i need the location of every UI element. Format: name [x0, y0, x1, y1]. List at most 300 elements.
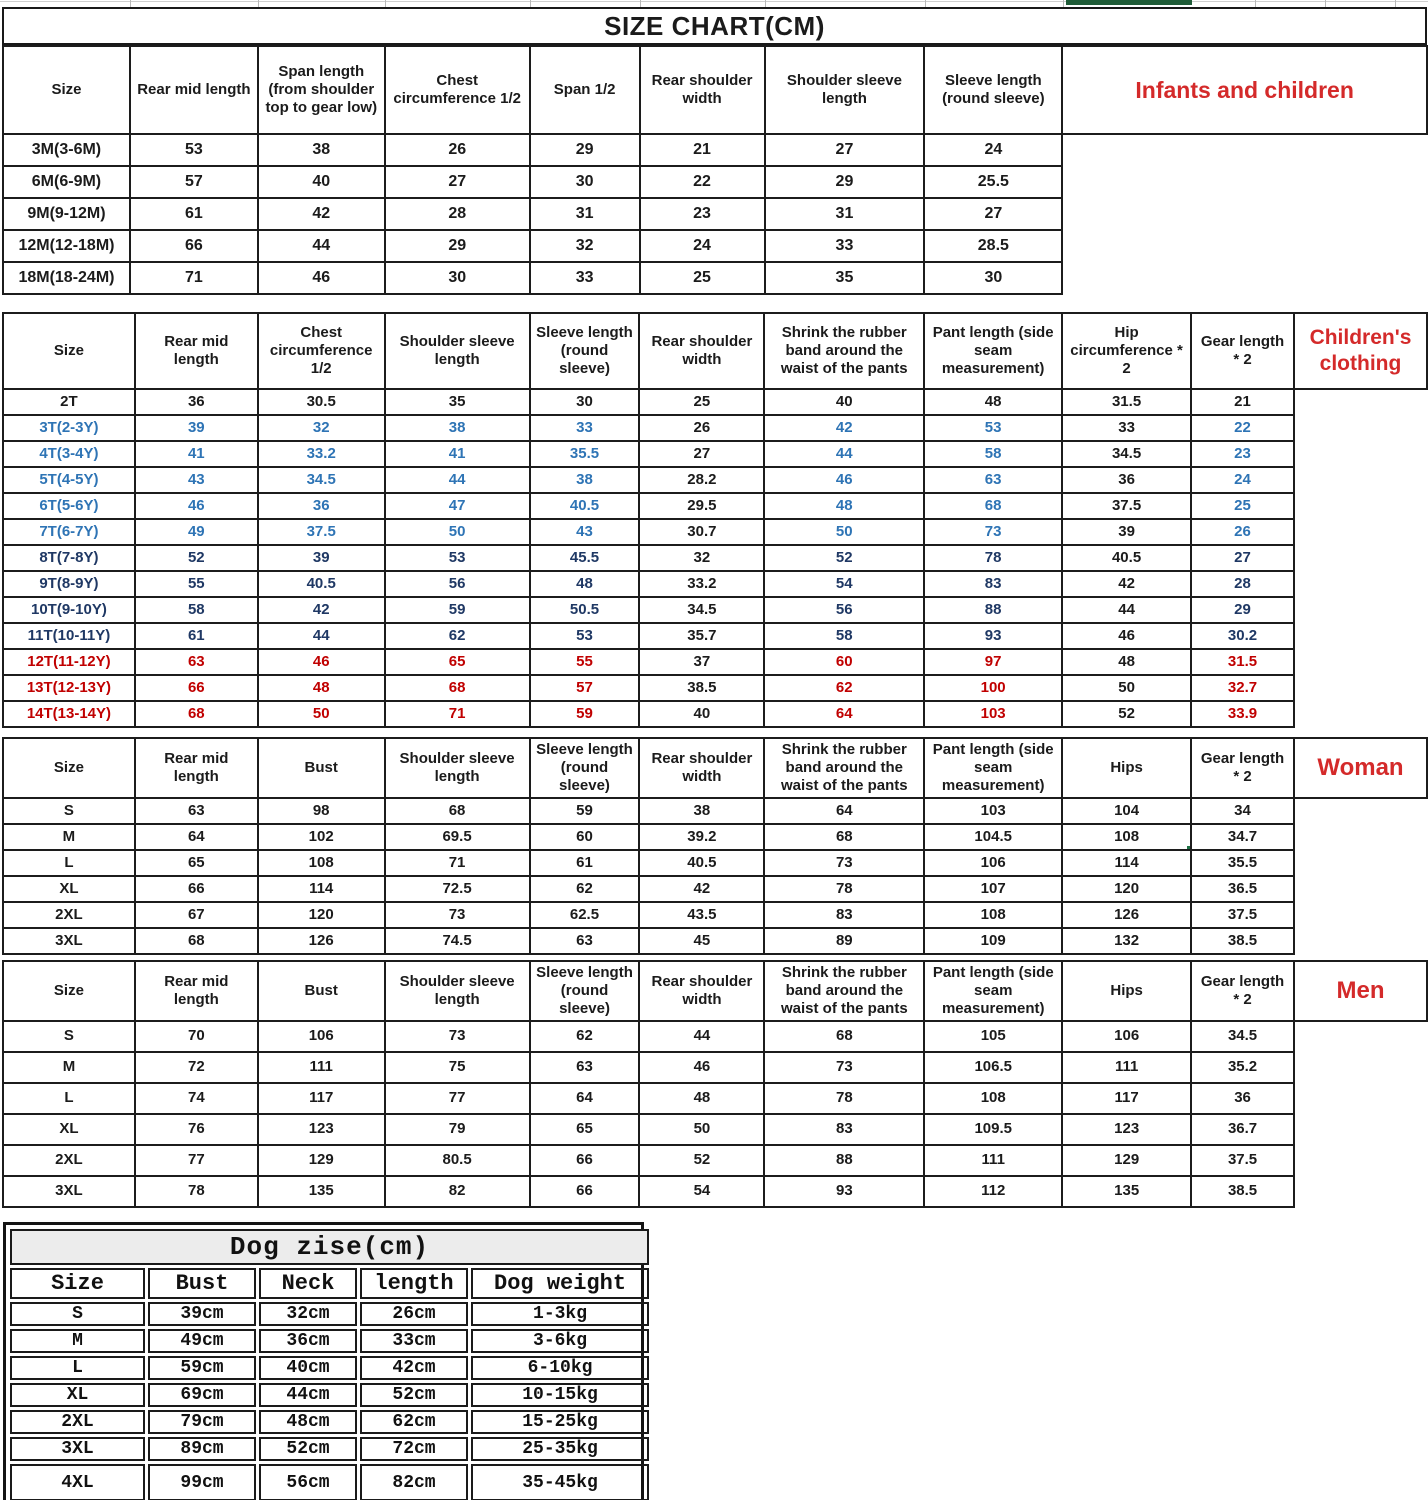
children-cell-5-2: 37.5	[258, 519, 385, 545]
men-cell-5-1: 78	[135, 1176, 258, 1207]
men-header-5: Rear shoulder width	[639, 961, 764, 1021]
infants-cell-3-5: 24	[640, 230, 765, 262]
woman-cell-4-7: 108	[924, 902, 1062, 928]
children-cell-3-7: 63	[924, 467, 1062, 493]
children-row-9	[3, 623, 1427, 649]
infants-cell-4-2: 46	[258, 262, 385, 294]
men-cell-5-7: 112	[924, 1176, 1062, 1207]
children-cell-10-6: 60	[764, 649, 924, 675]
woman-cell-0-8: 104	[1062, 798, 1191, 824]
children-cell-12-2: 50	[258, 701, 385, 727]
woman-cell-5-4: 63	[530, 928, 640, 954]
dog-cell-0-1: 39cm	[148, 1302, 256, 1326]
grid-artifact-tick	[258, 0, 259, 7]
infants-row-3	[3, 230, 1427, 262]
woman-cell-5-8: 132	[1062, 928, 1191, 954]
men-cell-1-0: M	[3, 1052, 135, 1083]
children-cell-8-3: 59	[385, 597, 530, 623]
woman-cell-1-3: 69.5	[385, 824, 530, 850]
grid-artifact-tick	[925, 0, 926, 7]
children-cell-12-4: 59	[530, 701, 640, 727]
children-cell-10-8: 48	[1062, 649, 1191, 675]
men-cell-3-1: 76	[135, 1114, 258, 1145]
infants-header-0: Size	[3, 46, 130, 134]
woman-cell-2-4: 61	[530, 850, 640, 876]
infants-cell-1-4: 30	[530, 166, 640, 198]
children-size-table	[2, 312, 1428, 728]
men-cell-1-9: 35.2	[1191, 1052, 1294, 1083]
woman-cell-5-9: 38.5	[1191, 928, 1294, 954]
children-cell-4-7: 68	[924, 493, 1062, 519]
men-cell-0-3: 73	[385, 1021, 530, 1052]
children-row-0	[3, 389, 1427, 415]
woman-header-8: Hips	[1062, 738, 1191, 798]
woman-cell-4-1: 67	[135, 902, 258, 928]
children-cell-7-2: 40.5	[258, 571, 385, 597]
infants-cell-3-1: 66	[130, 230, 258, 262]
dog-row-2	[10, 1356, 649, 1380]
children-section-label: Children's clothing	[1294, 313, 1427, 389]
children-cell-1-7: 53	[924, 415, 1062, 441]
children-row-12	[3, 701, 1427, 727]
grid-artifact-tick	[1395, 0, 1396, 7]
children-cell-10-2: 46	[258, 649, 385, 675]
children-cell-6-7: 78	[924, 545, 1062, 571]
infants-cell-0-1: 53	[130, 134, 258, 166]
children-cell-1-3: 38	[385, 415, 530, 441]
infants-cell-1-3: 27	[385, 166, 530, 198]
infants-cell-1-2: 40	[258, 166, 385, 198]
children-cell-8-4: 50.5	[530, 597, 640, 623]
dog-cell-6-3: 82cm	[360, 1464, 468, 1500]
children-cell-6-9: 27	[1191, 545, 1294, 571]
men-row-4	[3, 1145, 1427, 1176]
men-cell-2-3: 77	[385, 1083, 530, 1114]
men-cell-2-9: 36	[1191, 1083, 1294, 1114]
children-header-3: Shoulder sleeve length	[385, 313, 530, 389]
woman-header-2: Bust	[258, 738, 385, 798]
infants-cell-2-2: 42	[258, 198, 385, 230]
children-row-4	[3, 493, 1427, 519]
grid-artifact-tick	[1325, 0, 1326, 7]
men-cell-1-5: 46	[639, 1052, 764, 1083]
children-header-row	[3, 313, 1427, 389]
children-cell-10-1: 63	[135, 649, 258, 675]
infants-cell-0-7: 24	[924, 134, 1062, 166]
men-cell-2-7: 108	[924, 1083, 1062, 1114]
men-cell-2-6: 78	[764, 1083, 924, 1114]
children-cell-11-1: 66	[135, 675, 258, 701]
men-header-row	[3, 961, 1427, 1021]
woman-cell-3-8: 120	[1062, 876, 1191, 902]
children-row-1	[3, 415, 1427, 441]
children-cell-6-0: 8T(7-8Y)	[3, 545, 135, 571]
woman-cell-1-2: 102	[258, 824, 385, 850]
children-cell-0-2: 30.5	[258, 389, 385, 415]
woman-header-7: Pant length (side seam measurement)	[924, 738, 1062, 798]
children-cell-2-5: 27	[639, 441, 764, 467]
woman-header-1: Rear mid length	[135, 738, 258, 798]
men-cell-0-6: 68	[764, 1021, 924, 1052]
infants-cell-0-2: 38	[258, 134, 385, 166]
children-cell-8-1: 58	[135, 597, 258, 623]
infants-cell-3-7: 28.5	[924, 230, 1062, 262]
children-cell-2-4: 35.5	[530, 441, 640, 467]
children-cell-3-6: 46	[764, 467, 924, 493]
children-cell-5-6: 50	[764, 519, 924, 545]
woman-cell-2-5: 40.5	[639, 850, 764, 876]
woman-cell-1-6: 68	[764, 824, 924, 850]
infants-cell-0-6: 27	[765, 134, 925, 166]
woman-cell-2-3: 71	[385, 850, 530, 876]
children-header-2: Chest circumference 1/2	[258, 313, 385, 389]
woman-cell-3-6: 78	[764, 876, 924, 902]
men-cell-0-8: 106	[1062, 1021, 1191, 1052]
dog-header-1: Bust	[148, 1268, 256, 1299]
woman-cell-0-0: S	[3, 798, 135, 824]
table-gap	[0, 295, 1428, 312]
infants-cell-1-5: 22	[640, 166, 765, 198]
men-header-8: Hips	[1062, 961, 1191, 1021]
children-cell-8-5: 34.5	[639, 597, 764, 623]
children-cell-12-0: 14T(13-14Y)	[3, 701, 135, 727]
children-cell-3-3: 44	[385, 467, 530, 493]
children-cell-9-2: 44	[258, 623, 385, 649]
woman-cell-3-0: XL	[3, 876, 135, 902]
children-cell-9-7: 93	[924, 623, 1062, 649]
children-cell-4-9: 25	[1191, 493, 1294, 519]
children-cell-8-9: 29	[1191, 597, 1294, 623]
children-row-7	[3, 571, 1427, 597]
woman-header-9: Gear length * 2	[1191, 738, 1294, 798]
woman-row-0	[3, 798, 1427, 824]
men-cell-5-8: 135	[1062, 1176, 1191, 1207]
woman-cell-5-2: 126	[258, 928, 385, 954]
children-header-0: Size	[3, 313, 135, 389]
grid-artifact-tick	[130, 0, 131, 7]
children-cell-11-4: 57	[530, 675, 640, 701]
children-header-7: Pant length (side seam measurement)	[924, 313, 1062, 389]
men-cell-1-8: 111	[1062, 1052, 1191, 1083]
men-cell-1-6: 73	[764, 1052, 924, 1083]
dog-cell-1-3: 33cm	[360, 1329, 468, 1353]
infants-header-4: Span 1/2	[530, 46, 640, 134]
woman-cell-3-2: 114	[258, 876, 385, 902]
men-cell-3-6: 83	[764, 1114, 924, 1145]
children-cell-11-5: 38.5	[639, 675, 764, 701]
children-cell-9-8: 46	[1062, 623, 1191, 649]
dog-cell-5-2: 52cm	[259, 1437, 357, 1461]
children-row-5	[3, 519, 1427, 545]
woman-cell-0-2: 98	[258, 798, 385, 824]
men-cell-5-9: 38.5	[1191, 1176, 1294, 1207]
dog-header-2: Neck	[259, 1268, 357, 1299]
children-cell-6-3: 53	[385, 545, 530, 571]
infants-header-3: Chest circumference 1/2	[385, 46, 530, 134]
dog-row-3	[10, 1383, 649, 1407]
men-cell-2-8: 117	[1062, 1083, 1191, 1114]
children-cell-4-3: 47	[385, 493, 530, 519]
men-cell-5-2: 135	[258, 1176, 385, 1207]
children-row-10	[3, 649, 1427, 675]
men-cell-4-5: 52	[639, 1145, 764, 1176]
grid-artifact-tick	[1063, 0, 1064, 7]
children-cell-0-5: 25	[639, 389, 764, 415]
men-cell-3-7: 109.5	[924, 1114, 1062, 1145]
men-cell-1-3: 75	[385, 1052, 530, 1083]
children-cell-2-6: 44	[764, 441, 924, 467]
children-cell-9-0: 11T(10-11Y)	[3, 623, 135, 649]
men-row-3	[3, 1114, 1427, 1145]
men-size-table	[2, 960, 1428, 1208]
woman-cell-3-4: 62	[530, 876, 640, 902]
children-cell-11-0: 13T(12-13Y)	[3, 675, 135, 701]
men-row-2	[3, 1083, 1427, 1114]
woman-section-label: Woman	[1294, 738, 1427, 798]
woman-cell-1-9: 34.7	[1191, 824, 1294, 850]
dog-cell-1-2: 36cm	[259, 1329, 357, 1353]
infants-cell-1-7: 25.5	[924, 166, 1062, 198]
infants-cell-4-1: 71	[130, 262, 258, 294]
children-cell-9-4: 53	[530, 623, 640, 649]
woman-cell-4-6: 83	[764, 902, 924, 928]
children-cell-3-2: 34.5	[258, 467, 385, 493]
dog-size-table	[7, 1226, 652, 1500]
men-cell-2-4: 64	[530, 1083, 640, 1114]
woman-cell-5-3: 74.5	[385, 928, 530, 954]
children-cell-0-7: 48	[924, 389, 1062, 415]
men-cell-4-7: 111	[924, 1145, 1062, 1176]
infants-cell-2-3: 28	[385, 198, 530, 230]
children-cell-5-1: 49	[135, 519, 258, 545]
dog-cell-2-1: 59cm	[148, 1356, 256, 1380]
children-cell-1-4: 33	[530, 415, 640, 441]
children-cell-2-2: 33.2	[258, 441, 385, 467]
children-cell-2-7: 58	[924, 441, 1062, 467]
men-cell-1-4: 63	[530, 1052, 640, 1083]
spreadsheet-grid-artifact	[0, 0, 1428, 7]
children-cell-12-3: 71	[385, 701, 530, 727]
children-cell-2-9: 23	[1191, 441, 1294, 467]
woman-cell-0-3: 68	[385, 798, 530, 824]
woman-cell-0-4: 59	[530, 798, 640, 824]
infants-cell-3-3: 29	[385, 230, 530, 262]
woman-cell-3-1: 66	[135, 876, 258, 902]
dog-cell-1-0: M	[10, 1329, 145, 1353]
children-cell-0-8: 31.5	[1062, 389, 1191, 415]
children-cell-10-0: 12T(11-12Y)	[3, 649, 135, 675]
woman-header-4: Sleeve length (round sleeve)	[530, 738, 640, 798]
woman-cell-2-1: 65	[135, 850, 258, 876]
woman-cell-1-7: 104.5	[924, 824, 1062, 850]
children-cell-7-7: 83	[924, 571, 1062, 597]
men-cell-4-8: 129	[1062, 1145, 1191, 1176]
children-cell-4-6: 48	[764, 493, 924, 519]
men-header-4: Sleeve length (round sleeve)	[530, 961, 640, 1021]
men-cell-0-0: S	[3, 1021, 135, 1052]
men-cell-4-1: 77	[135, 1145, 258, 1176]
men-cell-5-5: 54	[639, 1176, 764, 1207]
children-cell-7-3: 56	[385, 571, 530, 597]
infants-cell-3-4: 32	[530, 230, 640, 262]
children-cell-2-0: 4T(3-4Y)	[3, 441, 135, 467]
grid-artifact-tick	[640, 0, 641, 7]
children-cell-1-5: 26	[639, 415, 764, 441]
children-header-9: Gear length * 2	[1191, 313, 1294, 389]
dog-size-table-frame	[3, 1222, 644, 1500]
infants-cell-3-6: 33	[765, 230, 925, 262]
children-cell-6-6: 52	[764, 545, 924, 571]
children-cell-5-5: 30.7	[639, 519, 764, 545]
children-cell-7-9: 28	[1191, 571, 1294, 597]
men-cell-5-3: 82	[385, 1176, 530, 1207]
men-header-0: Size	[3, 961, 135, 1021]
dog-cell-6-2: 56cm	[259, 1464, 357, 1500]
men-cell-2-2: 117	[258, 1083, 385, 1114]
men-cell-4-4: 66	[530, 1145, 640, 1176]
children-cell-1-9: 22	[1191, 415, 1294, 441]
infants-header-2: Span length (from shoulder top to gear low)	[258, 46, 385, 134]
men-cell-0-7: 105	[924, 1021, 1062, 1052]
men-cell-5-4: 66	[530, 1176, 640, 1207]
children-cell-8-6: 56	[764, 597, 924, 623]
infants-header-row	[3, 46, 1427, 134]
woman-cell-2-2: 108	[258, 850, 385, 876]
children-cell-0-4: 30	[530, 389, 640, 415]
children-cell-6-1: 52	[135, 545, 258, 571]
men-cell-4-9: 37.5	[1191, 1145, 1294, 1176]
infants-cell-1-0: 6M(6-9M)	[3, 166, 130, 198]
dog-cell-2-4: 6-10kg	[471, 1356, 649, 1380]
dog-cell-4-3: 62cm	[360, 1410, 468, 1434]
infants-section-label: Infants and children	[1062, 46, 1427, 134]
woman-row-3	[3, 876, 1427, 902]
infants-cell-2-0: 9M(9-12M)	[3, 198, 130, 230]
children-cell-4-4: 40.5	[530, 493, 640, 519]
men-cell-4-3: 80.5	[385, 1145, 530, 1176]
children-cell-11-9: 32.7	[1191, 675, 1294, 701]
children-cell-12-9: 33.9	[1191, 701, 1294, 727]
men-header-6: Shrink the rubber band around the waist of the pants	[764, 961, 924, 1021]
woman-cell-5-7: 109	[924, 928, 1062, 954]
children-cell-4-1: 46	[135, 493, 258, 519]
woman-cell-1-0: M	[3, 824, 135, 850]
woman-cell-4-9: 37.5	[1191, 902, 1294, 928]
children-cell-7-5: 33.2	[639, 571, 764, 597]
grid-artifact-green-bar	[1066, 0, 1192, 5]
dog-cell-3-1: 69cm	[148, 1383, 256, 1407]
children-cell-10-7: 97	[924, 649, 1062, 675]
children-cell-11-2: 48	[258, 675, 385, 701]
children-cell-7-8: 42	[1062, 571, 1191, 597]
children-cell-1-1: 39	[135, 415, 258, 441]
children-cell-12-5: 40	[639, 701, 764, 727]
children-row-8	[3, 597, 1427, 623]
men-cell-3-5: 50	[639, 1114, 764, 1145]
children-cell-7-1: 55	[135, 571, 258, 597]
men-cell-0-5: 44	[639, 1021, 764, 1052]
woman-cell-2-6: 73	[764, 850, 924, 876]
infants-header-6: Shoulder sleeve length	[765, 46, 925, 134]
children-cell-12-7: 103	[924, 701, 1062, 727]
woman-cell-2-0: L	[3, 850, 135, 876]
infants-header-1: Rear mid length	[130, 46, 258, 134]
woman-header-0: Size	[3, 738, 135, 798]
woman-cell-0-5: 38	[639, 798, 764, 824]
children-cell-2-1: 41	[135, 441, 258, 467]
children-cell-3-9: 24	[1191, 467, 1294, 493]
infants-cell-3-0: 12M(12-18M)	[3, 230, 130, 262]
children-cell-5-9: 26	[1191, 519, 1294, 545]
children-cell-10-5: 37	[639, 649, 764, 675]
infants-cell-1-6: 29	[765, 166, 925, 198]
men-header-9: Gear length * 2	[1191, 961, 1294, 1021]
children-header-6: Shrink the rubber band around the waist of the pants	[764, 313, 924, 389]
woman-row-5	[3, 928, 1427, 954]
woman-cell-5-5: 45	[639, 928, 764, 954]
children-header-4: Sleeve length (round sleeve)	[530, 313, 640, 389]
men-cell-3-0: XL	[3, 1114, 135, 1145]
children-cell-11-8: 50	[1062, 675, 1191, 701]
men-cell-3-3: 79	[385, 1114, 530, 1145]
men-row-1	[3, 1052, 1427, 1083]
children-cell-0-1: 36	[135, 389, 258, 415]
children-cell-8-0: 10T(9-10Y)	[3, 597, 135, 623]
grid-artifact-tick	[765, 0, 766, 7]
infants-cell-0-4: 29	[530, 134, 640, 166]
dog-cell-3-2: 44cm	[259, 1383, 357, 1407]
children-cell-0-9: 21	[1191, 389, 1294, 415]
woman-cell-2-7: 106	[924, 850, 1062, 876]
woman-cell-2-9: 35.5	[1191, 850, 1294, 876]
children-cell-10-3: 65	[385, 649, 530, 675]
woman-cell-2-8: 114	[1062, 850, 1191, 876]
men-row-5	[3, 1176, 1427, 1207]
children-row-2	[3, 441, 1427, 467]
woman-cell-5-1: 68	[135, 928, 258, 954]
men-cell-0-2: 106	[258, 1021, 385, 1052]
woman-cell-4-3: 73	[385, 902, 530, 928]
children-cell-8-8: 44	[1062, 597, 1191, 623]
dog-cell-3-0: XL	[10, 1383, 145, 1407]
children-cell-8-7: 88	[924, 597, 1062, 623]
children-cell-0-3: 35	[385, 389, 530, 415]
infants-row-2	[3, 198, 1427, 230]
children-cell-5-8: 39	[1062, 519, 1191, 545]
men-cell-3-2: 123	[258, 1114, 385, 1145]
men-cell-2-1: 74	[135, 1083, 258, 1114]
men-cell-2-0: L	[3, 1083, 135, 1114]
children-cell-3-4: 38	[530, 467, 640, 493]
dog-cell-5-1: 89cm	[148, 1437, 256, 1461]
infants-cell-2-1: 61	[130, 198, 258, 230]
dog-cell-6-4: 35-45kg	[471, 1464, 649, 1500]
children-cell-8-2: 42	[258, 597, 385, 623]
men-cell-1-2: 111	[258, 1052, 385, 1083]
children-cell-9-1: 61	[135, 623, 258, 649]
infants-header-7: Sleeve length (round sleeve)	[924, 46, 1062, 134]
grid-artifact-tick	[1255, 0, 1256, 7]
woman-cell-0-7: 103	[924, 798, 1062, 824]
men-cell-3-9: 36.7	[1191, 1114, 1294, 1145]
dog-header-0: Size	[10, 1268, 145, 1299]
men-cell-0-1: 70	[135, 1021, 258, 1052]
children-cell-12-6: 64	[764, 701, 924, 727]
dog-row-4	[10, 1410, 649, 1434]
children-cell-5-3: 50	[385, 519, 530, 545]
children-header-1: Rear mid length	[135, 313, 258, 389]
men-section-label: Men	[1294, 961, 1427, 1021]
